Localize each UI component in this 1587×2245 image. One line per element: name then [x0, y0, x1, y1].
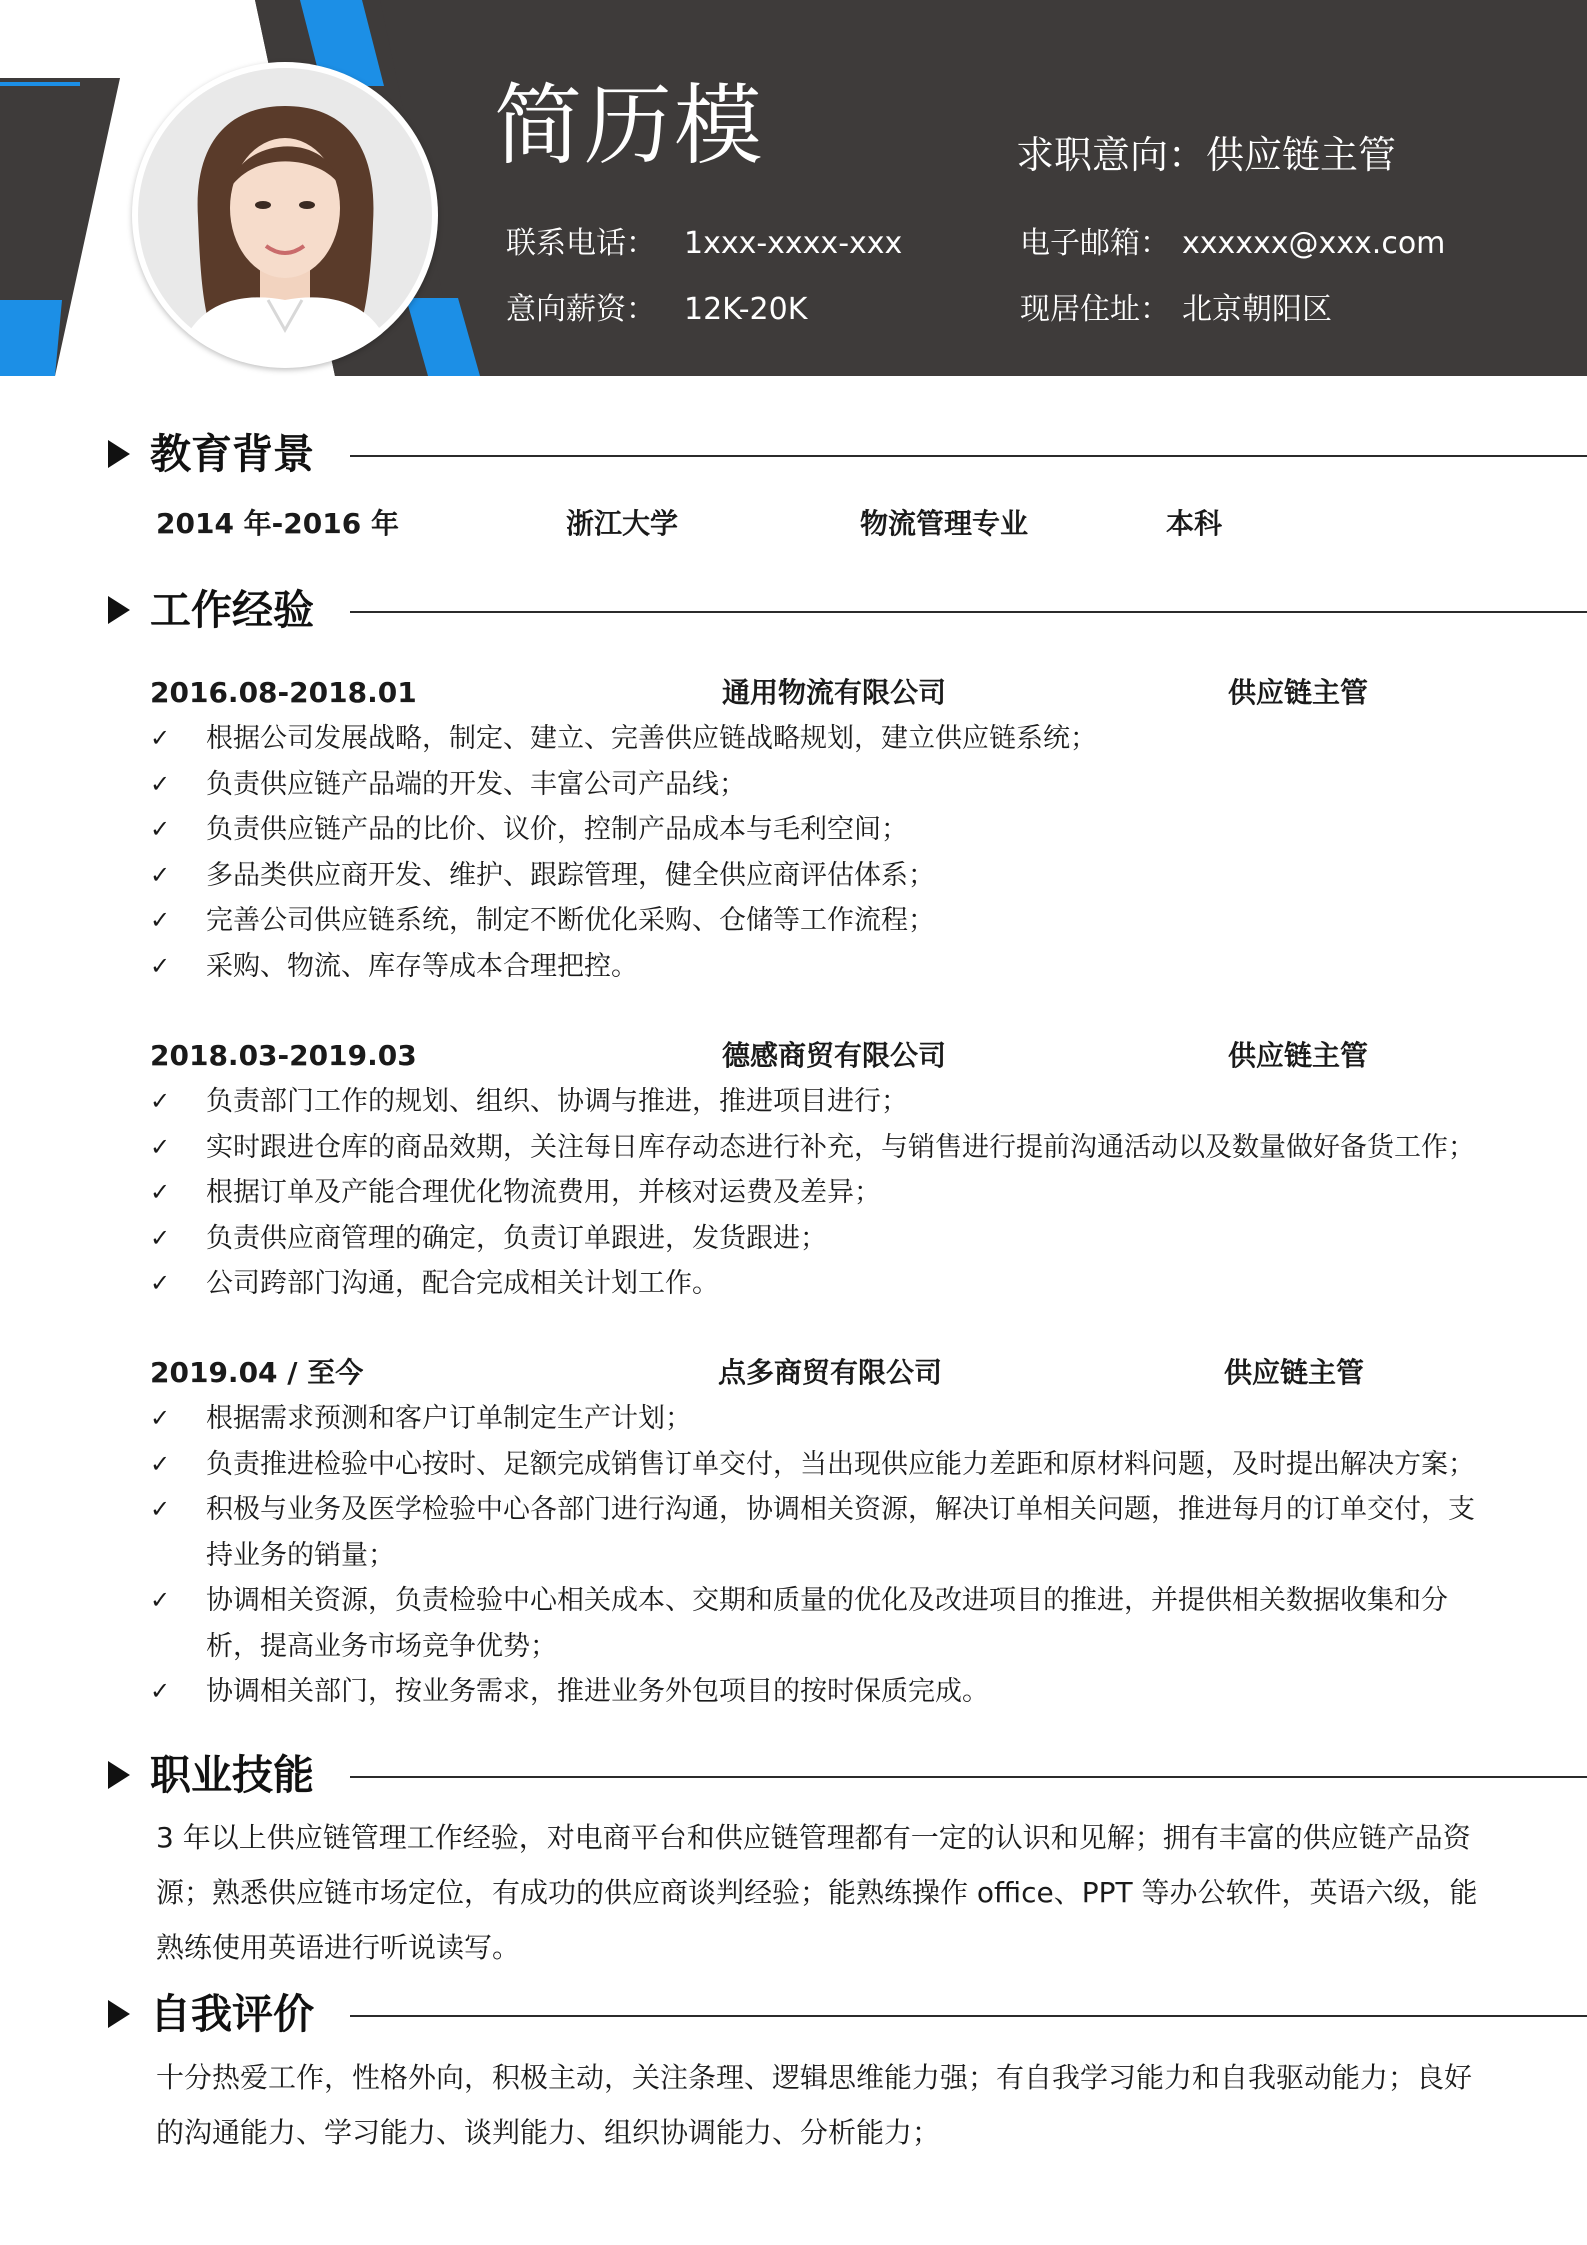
phone-value: 1xxx-xxxx-xxx — [684, 226, 903, 261]
address-value: 北京朝阳区 — [1182, 292, 1332, 327]
duty-item: ✓ 负责供应链产品端的开发、丰富公司产品线； — [150, 762, 1495, 808]
resume-name: 简历模 — [494, 74, 765, 177]
duty-item: ✓ 协调相关资源，负责检验中心相关成本、交期和质量的优化及改进项目的推进，并提供相关数据收集和分析，提高业务市场竞争优势； — [150, 1578, 1495, 1669]
job-company: 通用物流有限公司 — [722, 676, 947, 709]
duty-item: ✓ 根据订单及产能合理优化物流费用，并核对运费及差异； — [150, 1170, 1495, 1216]
duty-item: ✓ 根据需求预测和客户订单制定生产计划； — [150, 1396, 1495, 1442]
skills-text: 3 年以上供应链管理工作经验，对电商平台和供应链管理都有一定的认识和见解；拥有丰富的供应链产品资源；熟悉供应链市场定位，有成功的供应商谈判经验；能熟练操作 office、PPT 等办公软件，英语六级，能熟练使用英语进行听说读写。 — [156, 1821, 1478, 1964]
section-title: 职业技能 — [150, 1751, 314, 1799]
phone-label: 联系电话： — [506, 226, 656, 261]
duty-item: ✓ 负责部门工作的规划、组织、协调与推进，推进项目进行； — [150, 1079, 1495, 1125]
job-company: 点多商贸有限公司 — [718, 1356, 943, 1389]
job-period: 2018.03-2019.03 — [150, 1039, 417, 1072]
duty-item: ✓ 采购、物流、库存等成本合理把控。 — [150, 944, 1495, 990]
job-company: 德感商贸有限公司 — [722, 1039, 947, 1072]
salary-label: 意向薪资： — [506, 292, 656, 327]
duty-item: ✓ 完善公司供应链系统，制定不断优化采购、仓储等工作流程； — [150, 898, 1495, 944]
education-school: 浙江大学 — [566, 507, 679, 540]
self-eval-text: 十分热爱工作，性格外向，积极主动，关注条理、逻辑思维能力强；有自我学习能力和自我驱动能力；良好的沟通能力、学习能力、谈判能力、组织协调能力、分析能力； — [156, 2061, 1473, 2149]
education-degree: 本科 — [1166, 507, 1223, 540]
duty-item: ✓ 根据公司发展战略，制定、建立、完善供应链战略规划，建立供应链系统； — [150, 716, 1495, 762]
email-label: 电子邮箱： — [1020, 226, 1170, 261]
salary-value: 12K-20K — [684, 292, 808, 327]
job-period: 2016.08-2018.01 — [150, 676, 417, 709]
job-duties-list — [150, 716, 1495, 989]
triangle-bullet-icon — [108, 2000, 130, 2028]
section-divider — [350, 2015, 1587, 2017]
job-intent-label: 求职意向： — [1016, 133, 1207, 177]
address-label: 现居住址： — [1020, 292, 1170, 327]
section-divider — [350, 455, 1587, 457]
header-banner — [0, 0, 1587, 376]
section-title: 工作经验 — [150, 586, 314, 634]
triangle-bullet-icon — [108, 440, 130, 468]
section-title: 教育背景 — [150, 430, 314, 478]
triangle-bullet-icon — [108, 1761, 130, 1789]
job-period: 2019.04 / 至今 — [150, 1356, 364, 1389]
avatar-portrait — [138, 68, 432, 362]
education-major: 物流管理专业 — [860, 507, 1029, 540]
duty-item: ✓ 负责供应商管理的确定，负责订单跟进，发货跟进； — [150, 1216, 1495, 1262]
section-title: 自我评价 — [150, 1990, 314, 2038]
section-divider — [350, 1776, 1587, 1778]
email-value: xxxxxx@xxx.com — [1182, 226, 1446, 261]
triangle-bullet-icon — [108, 596, 130, 624]
duty-item: ✓ 多品类供应商开发、维护、跟踪管理，健全供应商评估体系； — [150, 853, 1495, 899]
duty-item: ✓ 积极与业务及医学检验中心各部门进行沟通，协调相关资源，解决订单相关问题，推进每月的订单交付，支持业务的销量； — [150, 1487, 1495, 1578]
job-role: 供应链主管 — [1224, 1356, 1365, 1389]
education-period: 2014 年-2016 年 — [156, 507, 399, 540]
job-duties-list — [150, 1396, 1495, 1715]
job-role: 供应链主管 — [1228, 676, 1369, 709]
duty-item: ✓ 实时跟进仓库的商品效期，关注每日库存动态进行补充，与销售进行提前沟通活动以及数量做好备货工作； — [150, 1125, 1495, 1171]
avatar-photo — [132, 62, 438, 368]
duty-item: ✓ 负责推进检验中心按时、足额完成销售订单交付，当出现供应能力差距和原材料问题，及时提出解决方案； — [150, 1442, 1495, 1488]
duty-item: ✓ 公司跨部门沟通，配合完成相关计划工作。 — [150, 1261, 1495, 1307]
job-intent-value: 供应链主管 — [1206, 133, 1397, 177]
job-role: 供应链主管 — [1228, 1039, 1369, 1072]
duty-item: ✓ 负责供应链产品的比价、议价，控制产品成本与毛利空间； — [150, 807, 1495, 853]
job-intent — [1016, 133, 1397, 177]
duty-item: ✓ 协调相关部门，按业务需求，推进业务外包项目的按时保质完成。 — [150, 1669, 1495, 1715]
section-divider — [350, 611, 1587, 613]
job-duties-list — [150, 1079, 1495, 1307]
